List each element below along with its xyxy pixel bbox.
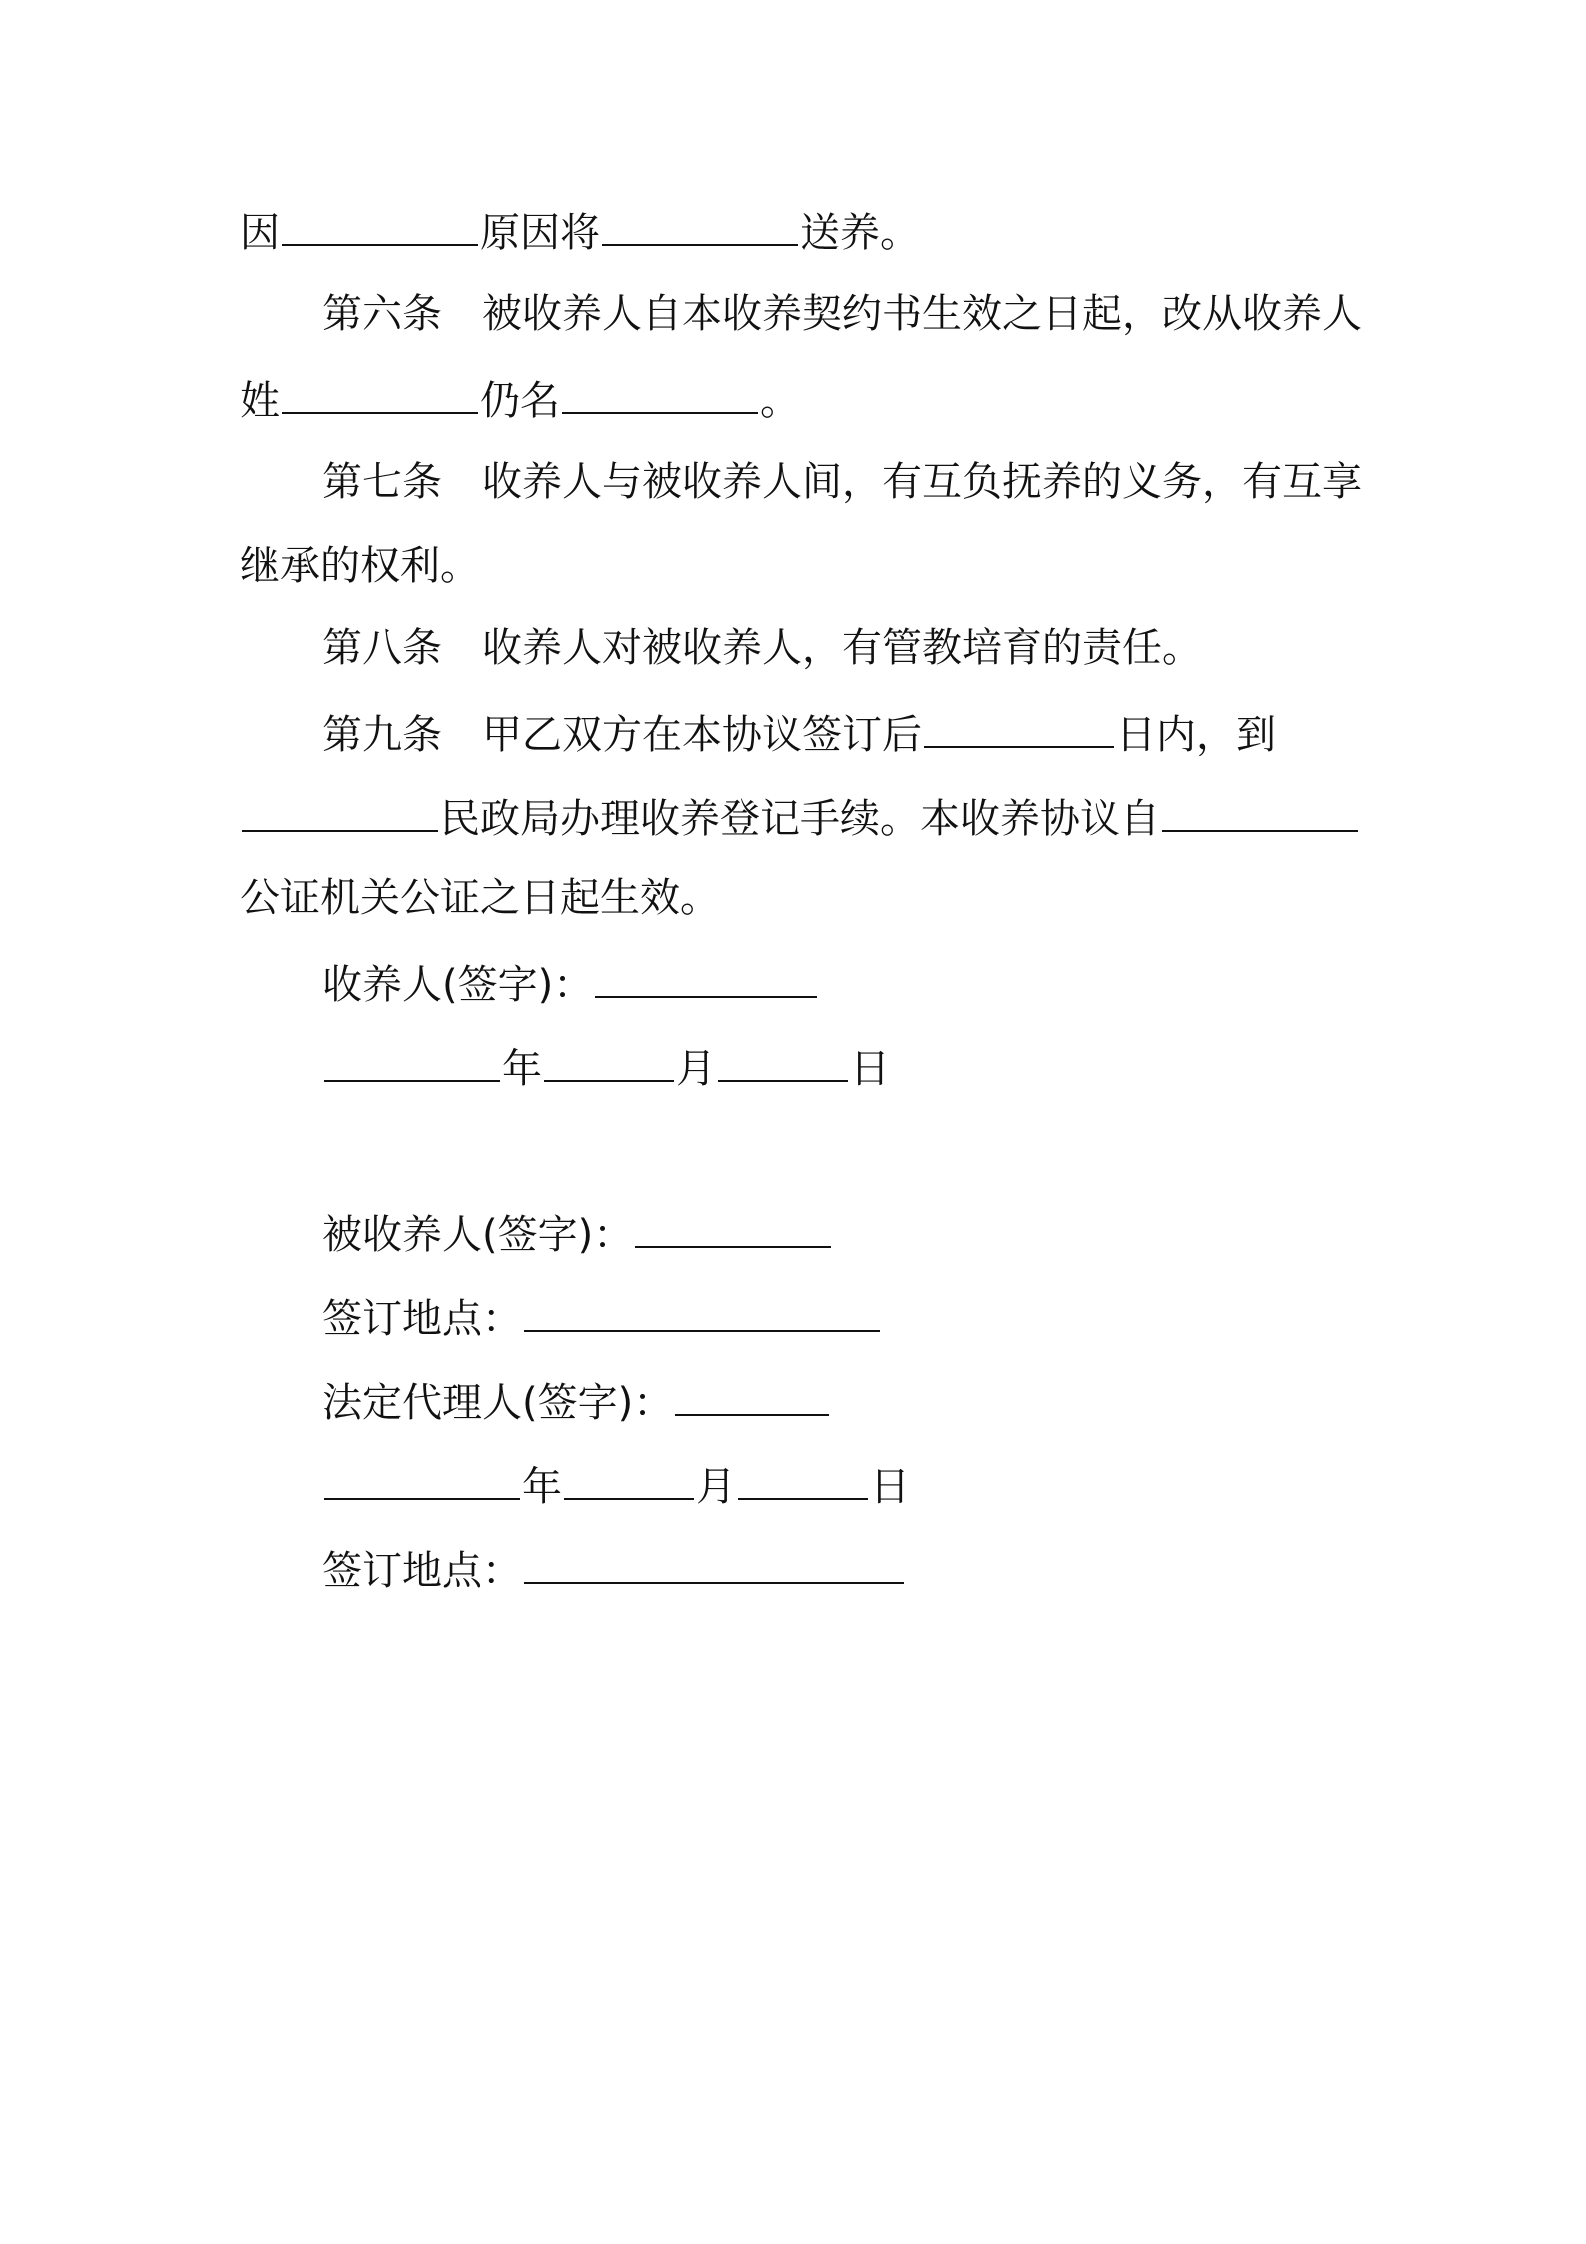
text: 第九条 甲乙双方在本协议签订后 (322, 712, 922, 758)
guardian-label: 法定代理人(签字)： (322, 1380, 674, 1426)
blank-line[interactable] (282, 372, 478, 414)
month-label: 月 (696, 1464, 736, 1510)
blank-line[interactable] (242, 790, 438, 832)
article-6-line-2 (240, 372, 800, 427)
text: 仍名 (480, 378, 560, 424)
place-label: 签订地点： (322, 1548, 522, 1594)
blank-line[interactable] (602, 204, 798, 246)
year-blank[interactable] (324, 1040, 500, 1082)
blank-line[interactable] (282, 204, 478, 246)
text: 因 (240, 210, 280, 256)
place-blank[interactable] (524, 1290, 880, 1332)
signing-place-2 (322, 1542, 906, 1597)
article-7-line-2: 继承的权利。 (240, 543, 480, 589)
guardian-date (322, 1458, 910, 1513)
month-blank[interactable] (544, 1040, 674, 1082)
year-label: 年 (522, 1464, 562, 1510)
day-blank[interactable] (718, 1040, 848, 1082)
text: 姓 (240, 378, 280, 424)
article-9-line-2 (240, 790, 1360, 845)
day-label: 日 (850, 1046, 890, 1092)
year-label: 年 (502, 1046, 542, 1092)
guardian-signature-blank[interactable] (675, 1374, 829, 1416)
text: 日内，到 (1116, 712, 1276, 758)
year-blank[interactable] (324, 1458, 520, 1500)
blank-line[interactable] (562, 372, 758, 414)
article-7-line-1: 第七条 收养人与被收养人间，有互负抚养的义务，有互享 (322, 459, 1362, 505)
signing-place-1 (322, 1290, 882, 1345)
blank-line[interactable] (924, 706, 1114, 748)
article-8-line-1: 第八条 收养人对被收养人，有管教培育的责任。 (322, 625, 1202, 671)
place-label: 签订地点： (322, 1296, 522, 1342)
blank-line[interactable] (1162, 790, 1358, 832)
day-blank[interactable] (738, 1458, 868, 1500)
article-9-line-3: 公证机关公证之日起生效。 (240, 875, 720, 921)
article-6-line-1: 第六条 被收养人自本收养契约书生效之日起，改从收养人 (322, 291, 1362, 337)
adopter-label: 收养人(签字)： (322, 962, 594, 1008)
month-label: 月 (676, 1046, 716, 1092)
place-blank[interactable] (524, 1542, 904, 1584)
adopter-date (322, 1040, 890, 1095)
day-label: 日 (870, 1464, 910, 1510)
adoptee-signature (322, 1206, 833, 1261)
text-line-1 (240, 204, 920, 259)
adopter-signature-blank[interactable] (595, 956, 817, 998)
adoptee-label: 被收养人(签字)： (322, 1212, 634, 1258)
article-9-line-1 (322, 706, 1276, 761)
text: 。 (760, 378, 800, 424)
adopter-signature (322, 956, 819, 1011)
adoptee-signature-blank[interactable] (635, 1206, 831, 1248)
guardian-signature (322, 1374, 831, 1429)
text: 送养。 (800, 210, 920, 256)
text: 原因将 (480, 210, 600, 256)
text: 民政局办理收养登记手续。本收养协议自 (440, 796, 1160, 842)
month-blank[interactable] (564, 1458, 694, 1500)
